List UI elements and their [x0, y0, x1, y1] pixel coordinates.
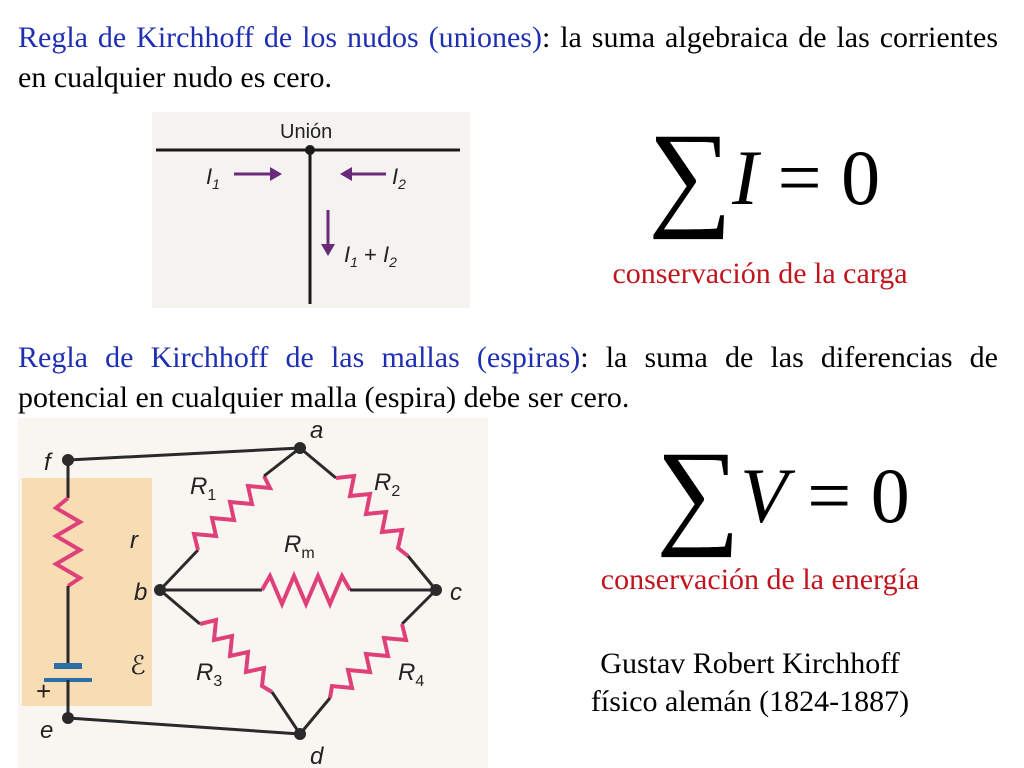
credit-description: físico alemán (1824-1887) [590, 685, 910, 718]
label-r4: $R_4$ [398, 659, 425, 690]
formula-variable: I [732, 134, 759, 221]
formula-equals-zero: = 0 [758, 134, 881, 221]
label-node-f: f [44, 449, 51, 476]
caption-charge-conservation: conservación de la carga [612, 257, 908, 290]
junction-rule-body: : la suma algebraica de las corrientes en cualquier nudo es cero. [18, 21, 998, 94]
loop-rule-body: : la suma de las diferencias de potencial en cualquier malla (espira) debe ser cero. [18, 341, 998, 414]
current-i1-label: $I_1$ [206, 164, 220, 192]
circuit-diagram [18, 418, 488, 768]
junction-rule-text [18, 18, 998, 98]
credit-name: Gustav Robert Kirchhoff [600, 647, 900, 680]
formula-current-sum [648, 109, 881, 240]
caption-energy-conservation: conservación de la energía [600, 563, 920, 596]
loop-rule-title: Regla de Kirchhoff de las mallas (espiras) [18, 341, 581, 374]
junction-label: Unión [280, 121, 333, 143]
label-r2: $R_2$ [374, 469, 401, 500]
label-emf: ℰ [130, 650, 146, 680]
label-plus: + [36, 676, 52, 706]
node-e [62, 712, 74, 724]
label-r3: $R_3$ [196, 659, 223, 690]
label-internal-r: r [130, 527, 138, 554]
formula-voltage-sum [656, 427, 910, 558]
current-sum-label: $I_1 + I_2$ [344, 242, 397, 270]
label-node-d: d [310, 743, 324, 768]
formula-equals-zero-2: = 0 [787, 452, 910, 539]
junction-diagram [152, 112, 470, 308]
label-node-b: b [134, 579, 148, 606]
label-node-c: c [450, 579, 462, 606]
label-node-e: e [40, 717, 54, 744]
label-rm: $R_m$ [284, 531, 315, 562]
node-f [62, 454, 74, 466]
label-r1: $R_1$ [190, 473, 217, 504]
label-node-a: a [310, 418, 324, 444]
loop-rule-text [18, 338, 998, 418]
sigma-symbol: ∑ [648, 109, 733, 240]
current-i2-label: $I_2$ [392, 164, 406, 192]
junction-node [305, 145, 315, 155]
sigma-symbol-2: ∑ [656, 427, 741, 558]
junction-rule-title: Regla de Kirchhoff de los nudos (uniones) [18, 21, 542, 54]
formula-variable-2: V [740, 452, 788, 539]
